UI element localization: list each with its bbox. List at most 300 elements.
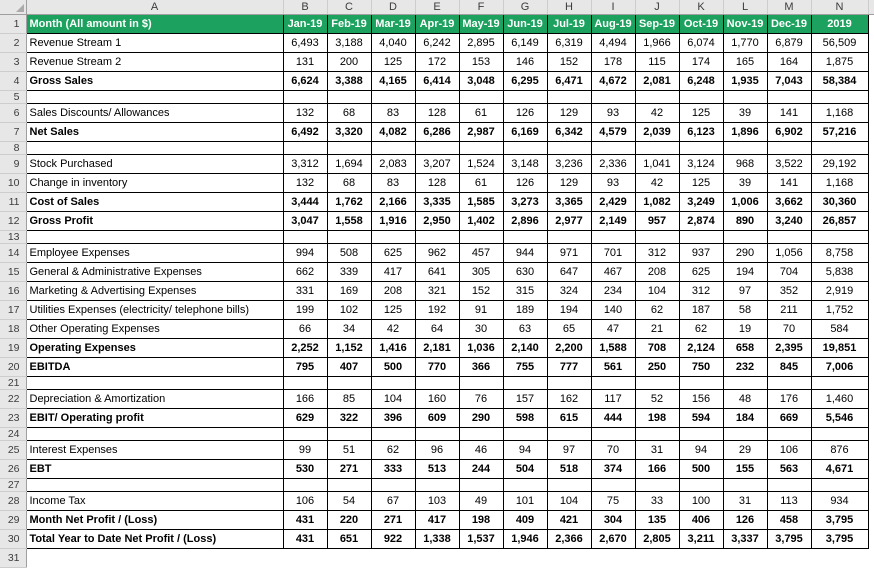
cell-D4[interactable]: 4,165	[371, 72, 415, 91]
cell-C2[interactable]: 3,188	[327, 34, 371, 53]
cell-C26[interactable]: 271	[327, 460, 371, 479]
cell-G2[interactable]: 6,149	[503, 34, 547, 53]
cell-K3[interactable]: 174	[679, 53, 723, 72]
cell-G21[interactable]	[503, 377, 547, 390]
cell-I14[interactable]: 701	[591, 244, 635, 263]
cell-H24[interactable]	[547, 428, 591, 441]
cell-F2[interactable]: 2,895	[459, 34, 503, 53]
cell-L30[interactable]: 3,337	[723, 530, 767, 549]
cell-L19[interactable]: 658	[723, 339, 767, 358]
cell-E11[interactable]: 3,335	[415, 193, 459, 212]
row-header-13[interactable]: 13	[0, 231, 26, 244]
cell-K25[interactable]: 94	[679, 441, 723, 460]
cell-G19[interactable]: 2,140	[503, 339, 547, 358]
cell-B26[interactable]: 530	[283, 460, 327, 479]
cell-H19[interactable]: 2,200	[547, 339, 591, 358]
cell-E29[interactable]: 417	[415, 511, 459, 530]
cell-K16[interactable]: 312	[679, 282, 723, 301]
row-header-30[interactable]: 30	[0, 530, 26, 549]
cell-N5[interactable]	[811, 91, 868, 104]
cell-N6[interactable]: 1,168	[811, 104, 868, 123]
cell-H10[interactable]: 129	[547, 174, 591, 193]
cell-A11[interactable]: Cost of Sales	[26, 193, 283, 212]
cell-A6[interactable]: Sales Discounts/ Allowances	[26, 104, 283, 123]
cell-H1[interactable]: Jul-19	[547, 15, 591, 34]
cell-I22[interactable]: 117	[591, 390, 635, 409]
cell-F9[interactable]: 1,524	[459, 155, 503, 174]
cell-D5[interactable]	[371, 91, 415, 104]
cell-L7[interactable]: 1,896	[723, 123, 767, 142]
cell-I9[interactable]: 2,336	[591, 155, 635, 174]
cell-K26[interactable]: 500	[679, 460, 723, 479]
cell-F28[interactable]: 49	[459, 492, 503, 511]
cell-J2[interactable]: 1,966	[635, 34, 679, 53]
cell-A27[interactable]	[26, 479, 283, 492]
cell-K6[interactable]: 125	[679, 104, 723, 123]
cell-J30[interactable]: 2,805	[635, 530, 679, 549]
cell-H23[interactable]: 615	[547, 409, 591, 428]
cell-I2[interactable]: 4,494	[591, 34, 635, 53]
cell-M2[interactable]: 6,879	[767, 34, 811, 53]
cell-B4[interactable]: 6,624	[283, 72, 327, 91]
cell-H20[interactable]: 777	[547, 358, 591, 377]
cell-N25[interactable]: 876	[811, 441, 868, 460]
cell-K11[interactable]: 3,249	[679, 193, 723, 212]
cell-H13[interactable]	[547, 231, 591, 244]
row-header-16[interactable]: 16	[0, 282, 26, 301]
cell-C7[interactable]: 3,320	[327, 123, 371, 142]
cell-N21[interactable]	[811, 377, 868, 390]
cell-C25[interactable]: 51	[327, 441, 371, 460]
cell-E2[interactable]: 6,242	[415, 34, 459, 53]
cell-B10[interactable]: 132	[283, 174, 327, 193]
cell-B8[interactable]	[283, 142, 327, 155]
cell-N11[interactable]: 30,360	[811, 193, 868, 212]
cell-I18[interactable]: 47	[591, 320, 635, 339]
cell-M21[interactable]	[767, 377, 811, 390]
cell-F19[interactable]: 1,036	[459, 339, 503, 358]
cell-B17[interactable]: 199	[283, 301, 327, 320]
row-header-31[interactable]: 31	[0, 549, 26, 568]
cell-N4[interactable]: 58,384	[811, 72, 868, 91]
column-header-L[interactable]: L	[723, 0, 767, 15]
cell-I30[interactable]: 2,670	[591, 530, 635, 549]
cell-I7[interactable]: 4,579	[591, 123, 635, 142]
cell-F11[interactable]: 1,585	[459, 193, 503, 212]
cell-H21[interactable]	[547, 377, 591, 390]
cell-C13[interactable]	[327, 231, 371, 244]
cell-K27[interactable]	[679, 479, 723, 492]
cell-I6[interactable]: 93	[591, 104, 635, 123]
cell-H17[interactable]: 194	[547, 301, 591, 320]
cell-H14[interactable]: 971	[547, 244, 591, 263]
row-header-7[interactable]: 7	[0, 123, 26, 142]
cell-G13[interactable]	[503, 231, 547, 244]
cell-M4[interactable]: 7,043	[767, 72, 811, 91]
cell-C27[interactable]	[327, 479, 371, 492]
cell-M29[interactable]: 458	[767, 511, 811, 530]
cell-G6[interactable]: 126	[503, 104, 547, 123]
cell-L25[interactable]: 29	[723, 441, 767, 460]
cell-K19[interactable]: 2,124	[679, 339, 723, 358]
cell-H16[interactable]: 324	[547, 282, 591, 301]
cell-A28[interactable]: Income Tax	[26, 492, 283, 511]
cell-A18[interactable]: Other Operating Expenses	[26, 320, 283, 339]
cell-N1[interactable]: 2019	[811, 15, 868, 34]
cell-D26[interactable]: 333	[371, 460, 415, 479]
row-header-14[interactable]: 14	[0, 244, 26, 263]
cell-L23[interactable]: 184	[723, 409, 767, 428]
cell-F13[interactable]	[459, 231, 503, 244]
cell-A5[interactable]	[26, 91, 283, 104]
cell-B23[interactable]: 629	[283, 409, 327, 428]
cell-K4[interactable]: 6,248	[679, 72, 723, 91]
row-header-4[interactable]: 4	[0, 72, 26, 91]
row-header-20[interactable]: 20	[0, 358, 26, 377]
cell-J9[interactable]: 1,041	[635, 155, 679, 174]
cell-M18[interactable]: 70	[767, 320, 811, 339]
cell-E4[interactable]: 6,414	[415, 72, 459, 91]
cell-E15[interactable]: 641	[415, 263, 459, 282]
cell-M10[interactable]: 141	[767, 174, 811, 193]
cell-E24[interactable]	[415, 428, 459, 441]
cell-K10[interactable]: 125	[679, 174, 723, 193]
cell-C10[interactable]: 68	[327, 174, 371, 193]
cell-N19[interactable]: 19,851	[811, 339, 868, 358]
row-header-17[interactable]: 17	[0, 301, 26, 320]
cell-G1[interactable]: Jun-19	[503, 15, 547, 34]
cell-I24[interactable]	[591, 428, 635, 441]
cell-N23[interactable]: 5,546	[811, 409, 868, 428]
cell-B9[interactable]: 3,312	[283, 155, 327, 174]
cell-A16[interactable]: Marketing & Advertising Expenses	[26, 282, 283, 301]
cell-A3[interactable]: Revenue Stream 2	[26, 53, 283, 72]
cell-C5[interactable]	[327, 91, 371, 104]
cell-I25[interactable]: 70	[591, 441, 635, 460]
cell-F27[interactable]	[459, 479, 503, 492]
column-header-C[interactable]: C	[327, 0, 371, 15]
column-header-E[interactable]: E	[415, 0, 459, 15]
cell-D10[interactable]: 83	[371, 174, 415, 193]
cell-B15[interactable]: 662	[283, 263, 327, 282]
cell-M26[interactable]: 563	[767, 460, 811, 479]
cell-C28[interactable]: 54	[327, 492, 371, 511]
cell-H15[interactable]: 647	[547, 263, 591, 282]
cell-C24[interactable]	[327, 428, 371, 441]
cell-A26[interactable]: EBT	[26, 460, 283, 479]
cell-F3[interactable]: 153	[459, 53, 503, 72]
cell-H6[interactable]: 129	[547, 104, 591, 123]
cell-N16[interactable]: 2,919	[811, 282, 868, 301]
cell-H2[interactable]: 6,319	[547, 34, 591, 53]
column-header-J[interactable]: J	[635, 0, 679, 15]
cell-B27[interactable]	[283, 479, 327, 492]
cell-N15[interactable]: 5,838	[811, 263, 868, 282]
cell-B24[interactable]	[283, 428, 327, 441]
cell-H9[interactable]: 3,236	[547, 155, 591, 174]
cell-M20[interactable]: 845	[767, 358, 811, 377]
cell-A21[interactable]	[26, 377, 283, 390]
cell-G30[interactable]: 1,946	[503, 530, 547, 549]
cell-H8[interactable]	[547, 142, 591, 155]
cell-G7[interactable]: 6,169	[503, 123, 547, 142]
row-header-15[interactable]: 15	[0, 263, 26, 282]
cell-M25[interactable]: 106	[767, 441, 811, 460]
cell-I26[interactable]: 374	[591, 460, 635, 479]
cell-L5[interactable]	[723, 91, 767, 104]
cell-M19[interactable]: 2,395	[767, 339, 811, 358]
cell-I11[interactable]: 2,429	[591, 193, 635, 212]
cell-F25[interactable]: 46	[459, 441, 503, 460]
column-header-I[interactable]: I	[591, 0, 635, 15]
cell-M1[interactable]: Dec-19	[767, 15, 811, 34]
cell-M17[interactable]: 211	[767, 301, 811, 320]
row-header-24[interactable]: 24	[0, 428, 26, 441]
cell-J19[interactable]: 708	[635, 339, 679, 358]
cell-H5[interactable]	[547, 91, 591, 104]
cell-J12[interactable]: 957	[635, 212, 679, 231]
cell-L21[interactable]	[723, 377, 767, 390]
cell-D6[interactable]: 83	[371, 104, 415, 123]
cell-F1[interactable]: May-19	[459, 15, 503, 34]
row-header-11[interactable]: 11	[0, 193, 26, 212]
cell-B25[interactable]: 99	[283, 441, 327, 460]
column-header-D[interactable]: D	[371, 0, 415, 15]
cell-I21[interactable]	[591, 377, 635, 390]
cell-A10[interactable]: Change in inventory	[26, 174, 283, 193]
cell-L17[interactable]: 58	[723, 301, 767, 320]
cell-I20[interactable]: 561	[591, 358, 635, 377]
cell-F23[interactable]: 290	[459, 409, 503, 428]
cell-A13[interactable]	[26, 231, 283, 244]
cell-K24[interactable]	[679, 428, 723, 441]
cell-G9[interactable]: 3,148	[503, 155, 547, 174]
cell-F12[interactable]: 1,402	[459, 212, 503, 231]
cell-H28[interactable]: 104	[547, 492, 591, 511]
cell-B13[interactable]	[283, 231, 327, 244]
cell-J21[interactable]	[635, 377, 679, 390]
cell-G17[interactable]: 189	[503, 301, 547, 320]
cell-I12[interactable]: 2,149	[591, 212, 635, 231]
cell-F10[interactable]: 61	[459, 174, 503, 193]
cell-N22[interactable]: 1,460	[811, 390, 868, 409]
cell-G23[interactable]: 598	[503, 409, 547, 428]
cell-F5[interactable]	[459, 91, 503, 104]
cell-L16[interactable]: 97	[723, 282, 767, 301]
cell-A7[interactable]: Net Sales	[26, 123, 283, 142]
column-header-F[interactable]: F	[459, 0, 503, 15]
cell-A14[interactable]: Employee Expenses	[26, 244, 283, 263]
cell-G20[interactable]: 755	[503, 358, 547, 377]
cell-E26[interactable]: 513	[415, 460, 459, 479]
cell-C14[interactable]: 508	[327, 244, 371, 263]
cell-J16[interactable]: 104	[635, 282, 679, 301]
cell-L2[interactable]: 1,770	[723, 34, 767, 53]
row-header-8[interactable]: 8	[0, 142, 26, 155]
cell-N9[interactable]: 29,192	[811, 155, 868, 174]
cell-B28[interactable]: 106	[283, 492, 327, 511]
cell-E27[interactable]	[415, 479, 459, 492]
cell-B12[interactable]: 3,047	[283, 212, 327, 231]
row-header-2[interactable]: 2	[0, 34, 26, 53]
cell-D3[interactable]: 125	[371, 53, 415, 72]
cell-B18[interactable]: 66	[283, 320, 327, 339]
cell-G18[interactable]: 63	[503, 320, 547, 339]
cell-J11[interactable]: 1,082	[635, 193, 679, 212]
row-header-18[interactable]: 18	[0, 320, 26, 339]
cell-G14[interactable]: 944	[503, 244, 547, 263]
cell-D7[interactable]: 4,082	[371, 123, 415, 142]
cell-D20[interactable]: 500	[371, 358, 415, 377]
cell-J5[interactable]	[635, 91, 679, 104]
cell-N8[interactable]	[811, 142, 868, 155]
cell-H27[interactable]	[547, 479, 591, 492]
cell-H11[interactable]: 3,365	[547, 193, 591, 212]
cell-H25[interactable]: 97	[547, 441, 591, 460]
cell-J22[interactable]: 52	[635, 390, 679, 409]
cell-N24[interactable]	[811, 428, 868, 441]
cell-I28[interactable]: 75	[591, 492, 635, 511]
cell-H26[interactable]: 518	[547, 460, 591, 479]
cell-J23[interactable]: 198	[635, 409, 679, 428]
cell-I19[interactable]: 1,588	[591, 339, 635, 358]
cell-D9[interactable]: 2,083	[371, 155, 415, 174]
cell-M30[interactable]: 3,795	[767, 530, 811, 549]
cell-M6[interactable]: 141	[767, 104, 811, 123]
cell-G29[interactable]: 409	[503, 511, 547, 530]
cell-J13[interactable]	[635, 231, 679, 244]
row-header-12[interactable]: 12	[0, 212, 26, 231]
cell-D24[interactable]	[371, 428, 415, 441]
cell-G11[interactable]: 3,273	[503, 193, 547, 212]
cell-A9[interactable]: Stock Purchased	[26, 155, 283, 174]
cell-A25[interactable]: Interest Expenses	[26, 441, 283, 460]
cell-L29[interactable]: 126	[723, 511, 767, 530]
cell-I4[interactable]: 4,672	[591, 72, 635, 91]
column-header-B[interactable]: B	[283, 0, 327, 15]
cell-L27[interactable]	[723, 479, 767, 492]
cell-E19[interactable]: 2,181	[415, 339, 459, 358]
cell-M7[interactable]: 6,902	[767, 123, 811, 142]
cell-C22[interactable]: 85	[327, 390, 371, 409]
cell-E8[interactable]	[415, 142, 459, 155]
cell-N7[interactable]: 57,216	[811, 123, 868, 142]
cell-D19[interactable]: 1,416	[371, 339, 415, 358]
column-header-M[interactable]: M	[767, 0, 811, 15]
cell-L4[interactable]: 1,935	[723, 72, 767, 91]
cell-H30[interactable]: 2,366	[547, 530, 591, 549]
cell-J27[interactable]	[635, 479, 679, 492]
cell-A15[interactable]: General & Administrative Expenses	[26, 263, 283, 282]
cell-B7[interactable]: 6,492	[283, 123, 327, 142]
cell-B1[interactable]: Jan-19	[283, 15, 327, 34]
cell-A20[interactable]: EBITDA	[26, 358, 283, 377]
cell-A2[interactable]: Revenue Stream 1	[26, 34, 283, 53]
cell-F7[interactable]: 2,987	[459, 123, 503, 142]
cell-F26[interactable]: 244	[459, 460, 503, 479]
cell-G15[interactable]: 630	[503, 263, 547, 282]
cell-D12[interactable]: 1,916	[371, 212, 415, 231]
cell-I3[interactable]: 178	[591, 53, 635, 72]
cell-K28[interactable]: 100	[679, 492, 723, 511]
cell-B20[interactable]: 795	[283, 358, 327, 377]
cell-J6[interactable]: 42	[635, 104, 679, 123]
cell-F17[interactable]: 91	[459, 301, 503, 320]
cell-F15[interactable]: 305	[459, 263, 503, 282]
cell-C11[interactable]: 1,762	[327, 193, 371, 212]
cell-B2[interactable]: 6,493	[283, 34, 327, 53]
cell-K18[interactable]: 62	[679, 320, 723, 339]
cell-L22[interactable]: 48	[723, 390, 767, 409]
cell-N29[interactable]: 3,795	[811, 511, 868, 530]
column-header-K[interactable]: K	[679, 0, 723, 15]
cell-G10[interactable]: 126	[503, 174, 547, 193]
row-header-23[interactable]: 23	[0, 409, 26, 428]
cell-D28[interactable]: 67	[371, 492, 415, 511]
cell-N30[interactable]: 3,795	[811, 530, 868, 549]
cell-N20[interactable]: 7,006	[811, 358, 868, 377]
cell-J24[interactable]	[635, 428, 679, 441]
cell-M5[interactable]	[767, 91, 811, 104]
cell-N26[interactable]: 4,671	[811, 460, 868, 479]
cell-F30[interactable]: 1,537	[459, 530, 503, 549]
cell-K7[interactable]: 6,123	[679, 123, 723, 142]
cell-D27[interactable]	[371, 479, 415, 492]
cell-K22[interactable]: 156	[679, 390, 723, 409]
cell-D16[interactable]: 208	[371, 282, 415, 301]
cell-G27[interactable]	[503, 479, 547, 492]
cell-B29[interactable]: 431	[283, 511, 327, 530]
cell-E12[interactable]: 2,950	[415, 212, 459, 231]
cell-L9[interactable]: 968	[723, 155, 767, 174]
row-header-26[interactable]: 26	[0, 460, 26, 479]
row-header-5[interactable]: 5	[0, 91, 26, 104]
cell-D2[interactable]: 4,040	[371, 34, 415, 53]
cell-B30[interactable]: 431	[283, 530, 327, 549]
cell-D11[interactable]: 2,166	[371, 193, 415, 212]
cell-N13[interactable]	[811, 231, 868, 244]
cell-C30[interactable]: 651	[327, 530, 371, 549]
cell-C9[interactable]: 1,694	[327, 155, 371, 174]
cell-J17[interactable]: 62	[635, 301, 679, 320]
cell-D1[interactable]: Mar-19	[371, 15, 415, 34]
cell-K8[interactable]	[679, 142, 723, 155]
cell-F24[interactable]	[459, 428, 503, 441]
cell-F16[interactable]: 152	[459, 282, 503, 301]
cell-E23[interactable]: 609	[415, 409, 459, 428]
cell-E25[interactable]: 96	[415, 441, 459, 460]
cell-D8[interactable]	[371, 142, 415, 155]
cell-D21[interactable]	[371, 377, 415, 390]
cell-J7[interactable]: 2,039	[635, 123, 679, 142]
cell-L18[interactable]: 19	[723, 320, 767, 339]
cell-J3[interactable]: 115	[635, 53, 679, 72]
cell-G3[interactable]: 146	[503, 53, 547, 72]
row-header-1[interactable]: 1	[0, 15, 26, 34]
cell-D30[interactable]: 922	[371, 530, 415, 549]
cell-F22[interactable]: 76	[459, 390, 503, 409]
cell-D23[interactable]: 396	[371, 409, 415, 428]
cell-M28[interactable]: 113	[767, 492, 811, 511]
cell-G24[interactable]	[503, 428, 547, 441]
cell-E14[interactable]: 962	[415, 244, 459, 263]
cell-B3[interactable]: 131	[283, 53, 327, 72]
cell-G25[interactable]: 94	[503, 441, 547, 460]
cell-J15[interactable]: 208	[635, 263, 679, 282]
cell-G22[interactable]: 157	[503, 390, 547, 409]
cell-M3[interactable]: 164	[767, 53, 811, 72]
cell-I10[interactable]: 93	[591, 174, 635, 193]
